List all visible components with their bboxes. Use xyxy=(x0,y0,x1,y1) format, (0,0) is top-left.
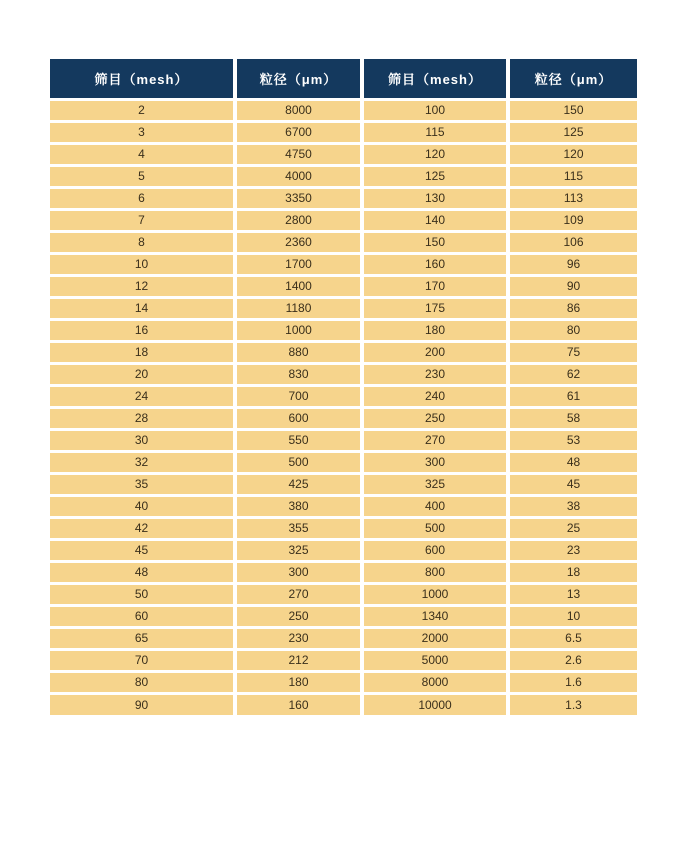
table-row xyxy=(50,143,637,165)
table-row xyxy=(50,627,637,649)
cell: 700 xyxy=(235,385,362,407)
cell: 86 xyxy=(508,297,637,319)
cell: 1340 xyxy=(362,605,508,627)
cell: 61 xyxy=(508,385,637,407)
cell: 45 xyxy=(508,473,637,495)
cell: 32 xyxy=(50,451,235,473)
cell: 53 xyxy=(508,429,637,451)
cell: 7 xyxy=(50,209,235,231)
table-row xyxy=(50,165,637,187)
cell: 109 xyxy=(508,209,637,231)
cell: 140 xyxy=(362,209,508,231)
cell: 125 xyxy=(362,165,508,187)
cell: 300 xyxy=(235,561,362,583)
cell: 96 xyxy=(508,253,637,275)
mesh-size-table xyxy=(50,59,637,715)
cell: 2800 xyxy=(235,209,362,231)
table-row xyxy=(50,473,637,495)
table-row xyxy=(50,319,637,341)
table-row xyxy=(50,407,637,429)
cell: 65 xyxy=(50,627,235,649)
cell: 8 xyxy=(50,231,235,253)
table-row xyxy=(50,253,637,275)
cell: 2000 xyxy=(362,627,508,649)
cell: 3 xyxy=(50,121,235,143)
cell: 106 xyxy=(508,231,637,253)
cell: 160 xyxy=(362,253,508,275)
cell: 80 xyxy=(50,671,235,693)
cell: 12 xyxy=(50,275,235,297)
cell: 35 xyxy=(50,473,235,495)
cell: 113 xyxy=(508,187,637,209)
table-row xyxy=(50,649,637,671)
cell: 180 xyxy=(362,319,508,341)
cell: 1.3 xyxy=(508,693,637,715)
header-row xyxy=(50,59,637,99)
table-row xyxy=(50,429,637,451)
cell: 8000 xyxy=(362,671,508,693)
cell: 175 xyxy=(362,297,508,319)
cell: 230 xyxy=(235,627,362,649)
cell: 115 xyxy=(362,121,508,143)
cell: 180 xyxy=(235,671,362,693)
cell: 40 xyxy=(50,495,235,517)
cell: 2.6 xyxy=(508,649,637,671)
mesh-size-table-container xyxy=(50,59,637,715)
table-row xyxy=(50,671,637,693)
cell: 500 xyxy=(235,451,362,473)
table-row xyxy=(50,209,637,231)
table-row xyxy=(50,297,637,319)
table-row xyxy=(50,451,637,473)
cell: 3350 xyxy=(235,187,362,209)
cell: 270 xyxy=(235,583,362,605)
cell: 90 xyxy=(508,275,637,297)
cell: 45 xyxy=(50,539,235,561)
cell: 250 xyxy=(235,605,362,627)
cell: 270 xyxy=(362,429,508,451)
table-row xyxy=(50,539,637,561)
cell: 58 xyxy=(508,407,637,429)
cell: 2360 xyxy=(235,231,362,253)
cell: 18 xyxy=(508,561,637,583)
cell: 6.5 xyxy=(508,627,637,649)
cell: 1.6 xyxy=(508,671,637,693)
cell: 6 xyxy=(50,187,235,209)
table-row xyxy=(50,363,637,385)
cell: 355 xyxy=(235,517,362,539)
table-row xyxy=(50,341,637,363)
cell: 6700 xyxy=(235,121,362,143)
table-row xyxy=(50,693,637,715)
cell: 125 xyxy=(508,121,637,143)
cell: 5000 xyxy=(362,649,508,671)
cell: 48 xyxy=(50,561,235,583)
cell: 500 xyxy=(362,517,508,539)
cell: 230 xyxy=(362,363,508,385)
cell: 50 xyxy=(50,583,235,605)
cell: 425 xyxy=(235,473,362,495)
header-size-1: 粒径（μm） xyxy=(235,59,362,99)
cell: 200 xyxy=(362,341,508,363)
cell: 23 xyxy=(508,539,637,561)
cell: 70 xyxy=(50,649,235,671)
cell: 300 xyxy=(362,451,508,473)
cell: 325 xyxy=(235,539,362,561)
cell: 120 xyxy=(508,143,637,165)
cell: 160 xyxy=(235,693,362,715)
cell: 170 xyxy=(362,275,508,297)
cell: 400 xyxy=(362,495,508,517)
cell: 800 xyxy=(362,561,508,583)
cell: 600 xyxy=(362,539,508,561)
cell: 80 xyxy=(508,319,637,341)
header-mesh-1: 筛目（mesh） xyxy=(50,59,235,99)
table-row xyxy=(50,517,637,539)
cell: 5 xyxy=(50,165,235,187)
cell: 16 xyxy=(50,319,235,341)
cell: 100 xyxy=(362,99,508,121)
cell: 550 xyxy=(235,429,362,451)
cell: 30 xyxy=(50,429,235,451)
cell: 380 xyxy=(235,495,362,517)
cell: 2 xyxy=(50,99,235,121)
cell: 1700 xyxy=(235,253,362,275)
cell: 38 xyxy=(508,495,637,517)
table-row xyxy=(50,121,637,143)
cell: 212 xyxy=(235,649,362,671)
cell: 325 xyxy=(362,473,508,495)
cell: 10 xyxy=(50,253,235,275)
table-row xyxy=(50,187,637,209)
cell: 150 xyxy=(362,231,508,253)
cell: 4 xyxy=(50,143,235,165)
cell: 1400 xyxy=(235,275,362,297)
cell: 90 xyxy=(50,693,235,715)
cell: 48 xyxy=(508,451,637,473)
table-row xyxy=(50,231,637,253)
cell: 60 xyxy=(50,605,235,627)
cell: 14 xyxy=(50,297,235,319)
cell: 1180 xyxy=(235,297,362,319)
table-header xyxy=(50,59,637,99)
cell: 1000 xyxy=(362,583,508,605)
cell: 880 xyxy=(235,341,362,363)
table-row xyxy=(50,583,637,605)
cell: 62 xyxy=(508,363,637,385)
cell: 115 xyxy=(508,165,637,187)
cell: 75 xyxy=(508,341,637,363)
cell: 600 xyxy=(235,407,362,429)
cell: 830 xyxy=(235,363,362,385)
table-row xyxy=(50,275,637,297)
cell: 120 xyxy=(362,143,508,165)
cell: 1000 xyxy=(235,319,362,341)
cell: 8000 xyxy=(235,99,362,121)
cell: 25 xyxy=(508,517,637,539)
cell: 10 xyxy=(508,605,637,627)
cell: 250 xyxy=(362,407,508,429)
cell: 42 xyxy=(50,517,235,539)
table-row xyxy=(50,605,637,627)
table-row xyxy=(50,561,637,583)
table-row xyxy=(50,99,637,121)
cell: 130 xyxy=(362,187,508,209)
cell: 240 xyxy=(362,385,508,407)
cell: 13 xyxy=(508,583,637,605)
header-size-2: 粒径（μm） xyxy=(508,59,637,99)
cell: 24 xyxy=(50,385,235,407)
table-row xyxy=(50,385,637,407)
cell: 28 xyxy=(50,407,235,429)
table-row xyxy=(50,495,637,517)
table-body xyxy=(50,99,637,715)
cell: 20 xyxy=(50,363,235,385)
cell: 150 xyxy=(508,99,637,121)
cell: 18 xyxy=(50,341,235,363)
cell: 4750 xyxy=(235,143,362,165)
cell: 4000 xyxy=(235,165,362,187)
header-mesh-2: 筛目（mesh） xyxy=(362,59,508,99)
cell: 10000 xyxy=(362,693,508,715)
